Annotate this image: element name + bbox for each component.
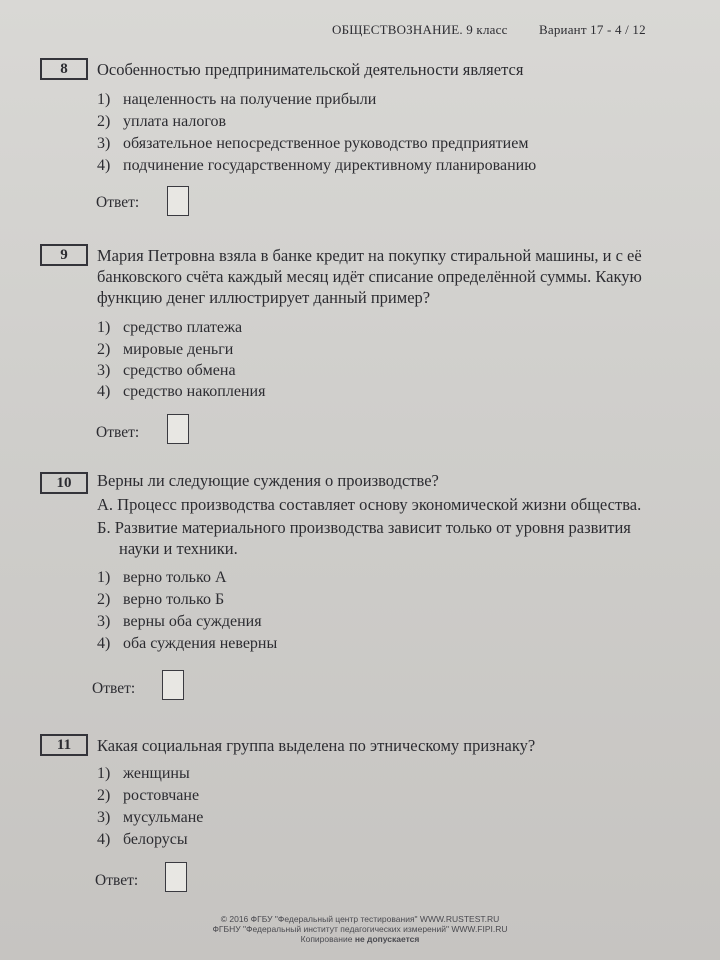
question-text: Какая социальная группа выделена по этническому признаку? — [97, 736, 536, 755]
answer-option: 2) мировые деньги — [97, 341, 234, 358]
page-footer: © 2016 ФГБУ "Федеральный центр тестирования" WWW.RUSTEST.RU ФГБНУ "Федеральный институт педагогических измерений" WWW.FIPI.RU Копирование не допускается — [212, 914, 508, 944]
answer-option: 4) белорусы — [97, 831, 188, 848]
answer-box[interactable] — [165, 862, 187, 892]
question-text: Верны ли следующие суждения о производстве? — [97, 471, 439, 490]
answer-label: Ответ: — [96, 194, 140, 211]
answer-option: 1) средство платежа — [97, 319, 243, 336]
answer-label: Ответ: — [96, 424, 140, 441]
statement-b: Б. Развитие материального производства зависит только от уровня развития науки и техники. — [97, 518, 631, 558]
answer-option: 3) обязательное непосредственное руководство предприятием — [97, 135, 529, 152]
answer-option: 3) верны оба суждения — [97, 613, 262, 630]
statement-a: А. Процесс производства составляет основу экономической жизни общества. — [97, 495, 642, 514]
question-number-box: 9 — [40, 244, 88, 266]
answer-option: 4) подчинение государственному директивному планированию — [97, 157, 537, 174]
answer-option: 3) средство обмена — [97, 362, 236, 379]
question-number-box: 8 — [40, 58, 88, 80]
answer-box[interactable] — [162, 670, 184, 700]
answer-option: 1) женщины — [97, 765, 190, 782]
answer-option: 2) ростовчане — [97, 787, 200, 804]
answer-box[interactable] — [167, 414, 189, 444]
variant-label: Вариант 17 - 4 / 12 — [539, 22, 646, 37]
answer-option: 4) оба суждения неверны — [97, 635, 278, 652]
answer-option: 1) нацеленность на получение прибыли — [97, 91, 377, 108]
question-text: Мария Петровна взяла в банке кредит на покупку стиральной машины, и с её банковского счёта каждый месяц идёт списание определённой суммы. Какую функцию денег иллюстрирует данный пример? — [97, 246, 642, 307]
question-text: Особенностью предпринимательской деятельности является — [97, 60, 524, 79]
answer-label: Ответ: — [92, 680, 136, 697]
question-number-box: 11 — [40, 734, 88, 756]
answer-option: 4) средство накопления — [97, 383, 266, 400]
answer-option: 1) верно только А — [97, 569, 227, 586]
answer-option: 2) верно только Б — [97, 591, 225, 608]
question-number-box: 10 — [40, 472, 88, 494]
page-header — [332, 22, 646, 38]
answer-label: Ответ: — [95, 872, 139, 889]
answer-box[interactable] — [167, 186, 189, 216]
subject-title: ОБЩЕСТВОЗНАНИЕ. 9 класс — [332, 22, 508, 37]
answer-option: 3) мусульмане — [97, 809, 204, 826]
answer-option: 2) уплата налогов — [97, 113, 227, 130]
